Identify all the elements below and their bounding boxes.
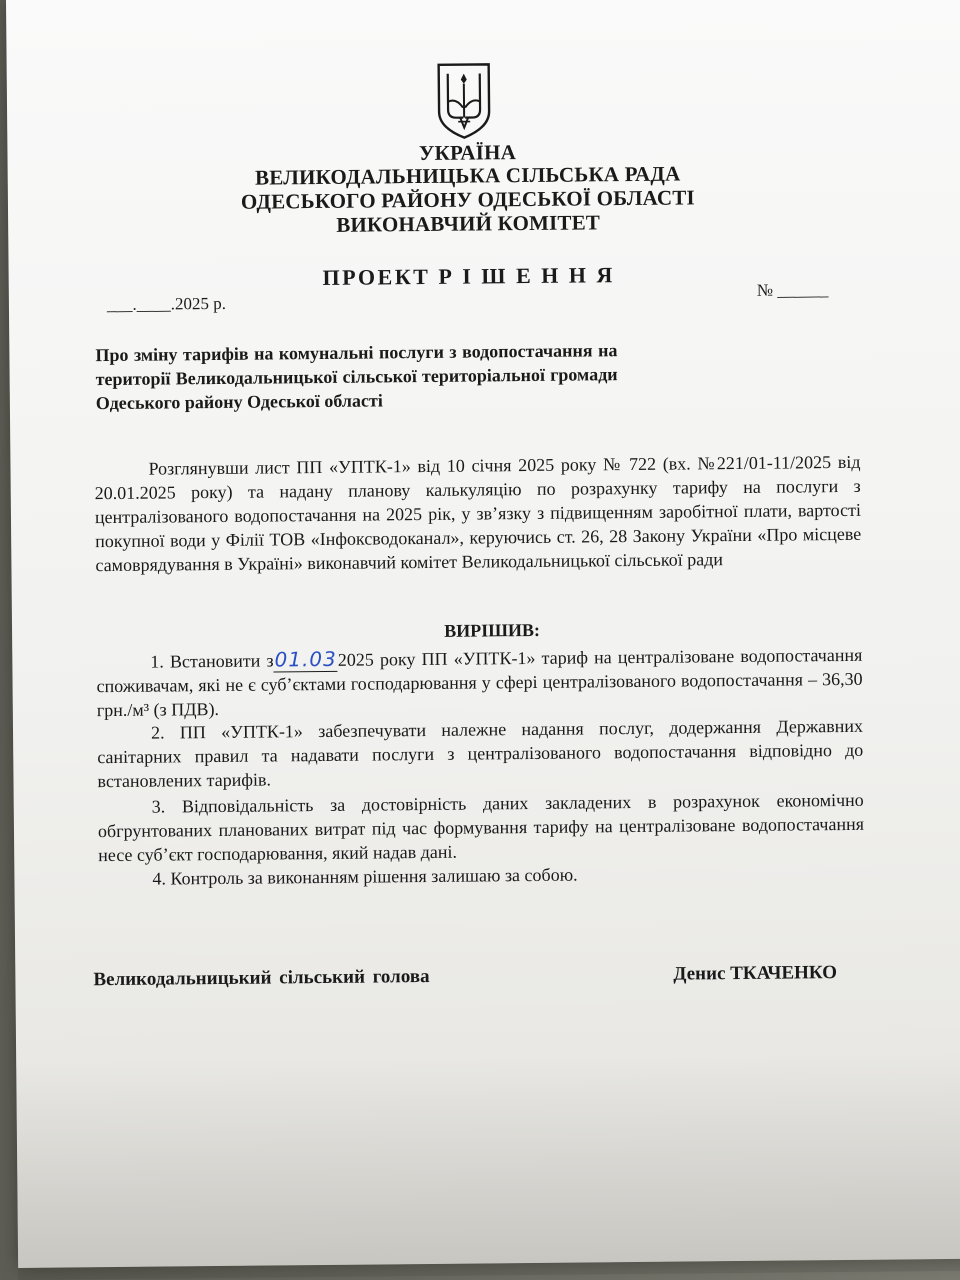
document-sheet bbox=[6, 0, 960, 1268]
indent bbox=[98, 813, 152, 814]
decided-heading: ВИРІШИВ: bbox=[444, 619, 541, 641]
document-title: ПРОЕКТ Р І Ш Е Н Н Я bbox=[322, 262, 615, 290]
preamble-paragraph bbox=[94, 450, 861, 577]
preamble-text: Розглянувши лист ПП «УПТК-1» від 10 січня 2025 року № 722 (вх. №221/01-11/2025 від 20.01.2025 року) та надану планову калькуляцію по розрахунку тарифу на послуги з централізованого водопостачання на 2025 рік, у зв’язку з підвищенням заробітної плати, вартості покупної води у Філії ТОВ «Інфоксводоканал», керуючись ст. 26, 28 Закону України «Про місцеве самоврядування в Україні» виконавчий комітет Великодальницької сільської ради bbox=[94, 451, 862, 576]
country-heading: УКРАЇНА bbox=[418, 140, 517, 166]
signatory-title: Великодальницький сільський голова bbox=[93, 965, 430, 991]
indent bbox=[96, 668, 150, 669]
handwritten-date: 01.03 bbox=[274, 646, 337, 672]
document-number: № ______ bbox=[756, 280, 829, 300]
district-heading: ОДЕСЬКОГО РАЙОНУ ОДЕСЬКОЇ ОБЛАСТІ bbox=[240, 185, 695, 214]
decision-subject: Про зміну тарифів на комунальні послуги з водопостачання на території Великодальницької сільської територіальної громади Одеського району Одеської області bbox=[95, 340, 618, 414]
item2-text: 2. ПП «УПТК-1» забезпечувати належне надання послуг, додержання Державних санітарних правил та надавати послуги з централізованого водопостачання відповідно до встановлених тарифів. bbox=[97, 715, 864, 792]
committee-heading: ВИКОНАВЧИЙ КОМІТЕТ bbox=[336, 210, 601, 237]
signatory-name: Денис ТКАЧЕНКО bbox=[673, 962, 838, 985]
indent bbox=[95, 475, 149, 476]
decision-item-2 bbox=[97, 714, 864, 793]
trident-coat-of-arms-icon bbox=[436, 61, 493, 140]
document-date: ___.____.2025 р. bbox=[106, 293, 227, 315]
council-heading: ВЕЛИКОДАЛЬНИЦЬКА СІЛЬСЬКА РАДА bbox=[254, 161, 681, 190]
item1-suffix: 2025 року ПП «УПТК-1» тариф на централізоване водопостачання споживачам, які не є суб’єктами господарювання у сфері централізованого водопостачання – 36,30 грн./м³ (з ПДВ). bbox=[96, 644, 863, 721]
document-content bbox=[6, 0, 960, 1268]
item3-text: 3. Відповідальність за достовірність даних закладених в розрахунок економічно обгрунтованих планованих витрат під час формування тарифу на централізоване водопостачання несе суб’єкт господарювання, який надав дані. bbox=[97, 789, 865, 866]
decision-item-1 bbox=[96, 642, 863, 722]
item1-prefix: 1. Встановити з bbox=[150, 650, 274, 672]
indent bbox=[99, 885, 153, 886]
item4-text: 4. Контроль за виконанням рішення залишаю за собою. bbox=[152, 864, 578, 889]
indent bbox=[97, 739, 151, 740]
decision-item-3 bbox=[98, 788, 865, 867]
